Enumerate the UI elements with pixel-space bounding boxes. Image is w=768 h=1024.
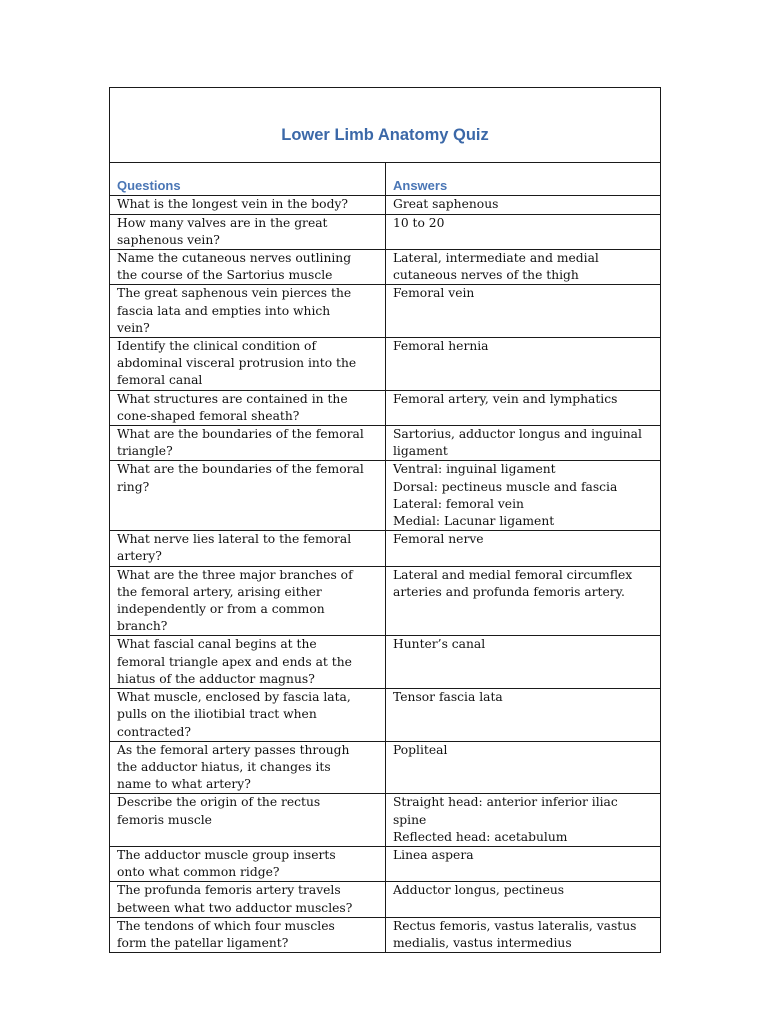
- table-row: [110, 882, 661, 917]
- table-row: [110, 531, 661, 566]
- question-cell: The great saphenous vein pierces the fascia lata and empties into which vein?: [110, 285, 386, 338]
- question-cell: Identify the clinical condition of abdominal visceral protrusion into the femoral canal: [110, 338, 386, 391]
- question-cell: What are the boundaries of the femoral triangle?: [110, 426, 386, 461]
- answer-cell: Lateral and medial femoral circumflex arteries and profunda femoris artery.: [386, 566, 661, 636]
- table-row: [110, 196, 661, 214]
- question-cell: What muscle, enclosed by fascia lata, pulls on the iliotibial tract when contracted?: [110, 689, 386, 742]
- answer-cell: Tensor fascia lata: [386, 689, 661, 742]
- answer-cell: Femoral hernia: [386, 338, 661, 391]
- answer-cell: Rectus femoris, vastus lateralis, vastus medialis, vastus intermedius: [386, 917, 661, 952]
- answer-cell: Adductor longus, pectineus: [386, 882, 661, 917]
- quiz-table: [109, 87, 661, 953]
- table-row: [110, 794, 661, 847]
- question-cell: The adductor muscle group inserts onto what common ridge?: [110, 846, 386, 881]
- question-cell: Name the cutaneous nerves outlining the course of the Sartorius muscle: [110, 250, 386, 285]
- table-row: [110, 390, 661, 425]
- table-row: [110, 250, 661, 285]
- table-row: [110, 741, 661, 794]
- question-cell: What fascial canal begins at the femoral triangle apex and ends at the hiatus of the adductor magnus?: [110, 636, 386, 689]
- answer-cell: Ventral: inguinal ligament Dorsal: pectineus muscle and fascia Lateral: femoral vein Medial: Lacunar ligament: [386, 461, 661, 531]
- answer-cell: Sartorius, adductor longus and inguinal ligament: [386, 426, 661, 461]
- question-cell: What nerve lies lateral to the femoral artery?: [110, 531, 386, 566]
- table-row: [110, 566, 661, 636]
- answer-cell: 10 to 20: [386, 214, 661, 249]
- table-row: [110, 285, 661, 338]
- question-cell: What structures are contained in the cone-shaped femoral sheath?: [110, 390, 386, 425]
- table-row: [110, 338, 661, 391]
- table-row: [110, 917, 661, 952]
- question-cell: As the femoral artery passes through the adductor hiatus, it changes its name to what artery?: [110, 741, 386, 794]
- questions-header: Questions: [110, 163, 386, 196]
- table-row: [110, 461, 661, 531]
- table-row: [110, 846, 661, 881]
- answer-cell: Femoral nerve: [386, 531, 661, 566]
- title-row: [110, 88, 661, 163]
- table-row: [110, 426, 661, 461]
- question-cell: What is the longest vein in the body?: [110, 196, 386, 214]
- answer-cell: Lateral, intermediate and medial cutaneous nerves of the thigh: [386, 250, 661, 285]
- answer-cell: Popliteal: [386, 741, 661, 794]
- question-cell: The profunda femoris artery travels between what two adductor muscles?: [110, 882, 386, 917]
- answer-cell: Linea aspera: [386, 846, 661, 881]
- answer-cell: Straight head: anterior inferior iliac spine Reflected head: acetabulum: [386, 794, 661, 847]
- question-cell: What are the boundaries of the femoral ring?: [110, 461, 386, 531]
- quiz-title: Lower Limb Anatomy Quiz: [281, 126, 489, 145]
- table-row: [110, 214, 661, 249]
- answer-cell: Great saphenous: [386, 196, 661, 214]
- question-cell: What are the three major branches of the femoral artery, arising either independently or from a common branch?: [110, 566, 386, 636]
- question-cell: The tendons of which four muscles form the patellar ligament?: [110, 917, 386, 952]
- title-cell: [110, 88, 661, 163]
- answers-header: Answers: [386, 163, 661, 196]
- table-row: [110, 689, 661, 742]
- question-cell: How many valves are in the great saphenous vein?: [110, 214, 386, 249]
- answer-cell: Hunter’s canal: [386, 636, 661, 689]
- answer-cell: Femoral vein: [386, 285, 661, 338]
- table-row: [110, 636, 661, 689]
- header-row: [110, 163, 661, 196]
- answer-cell: Femoral artery, vein and lymphatics: [386, 390, 661, 425]
- question-cell: Describe the origin of the rectus femoris muscle: [110, 794, 386, 847]
